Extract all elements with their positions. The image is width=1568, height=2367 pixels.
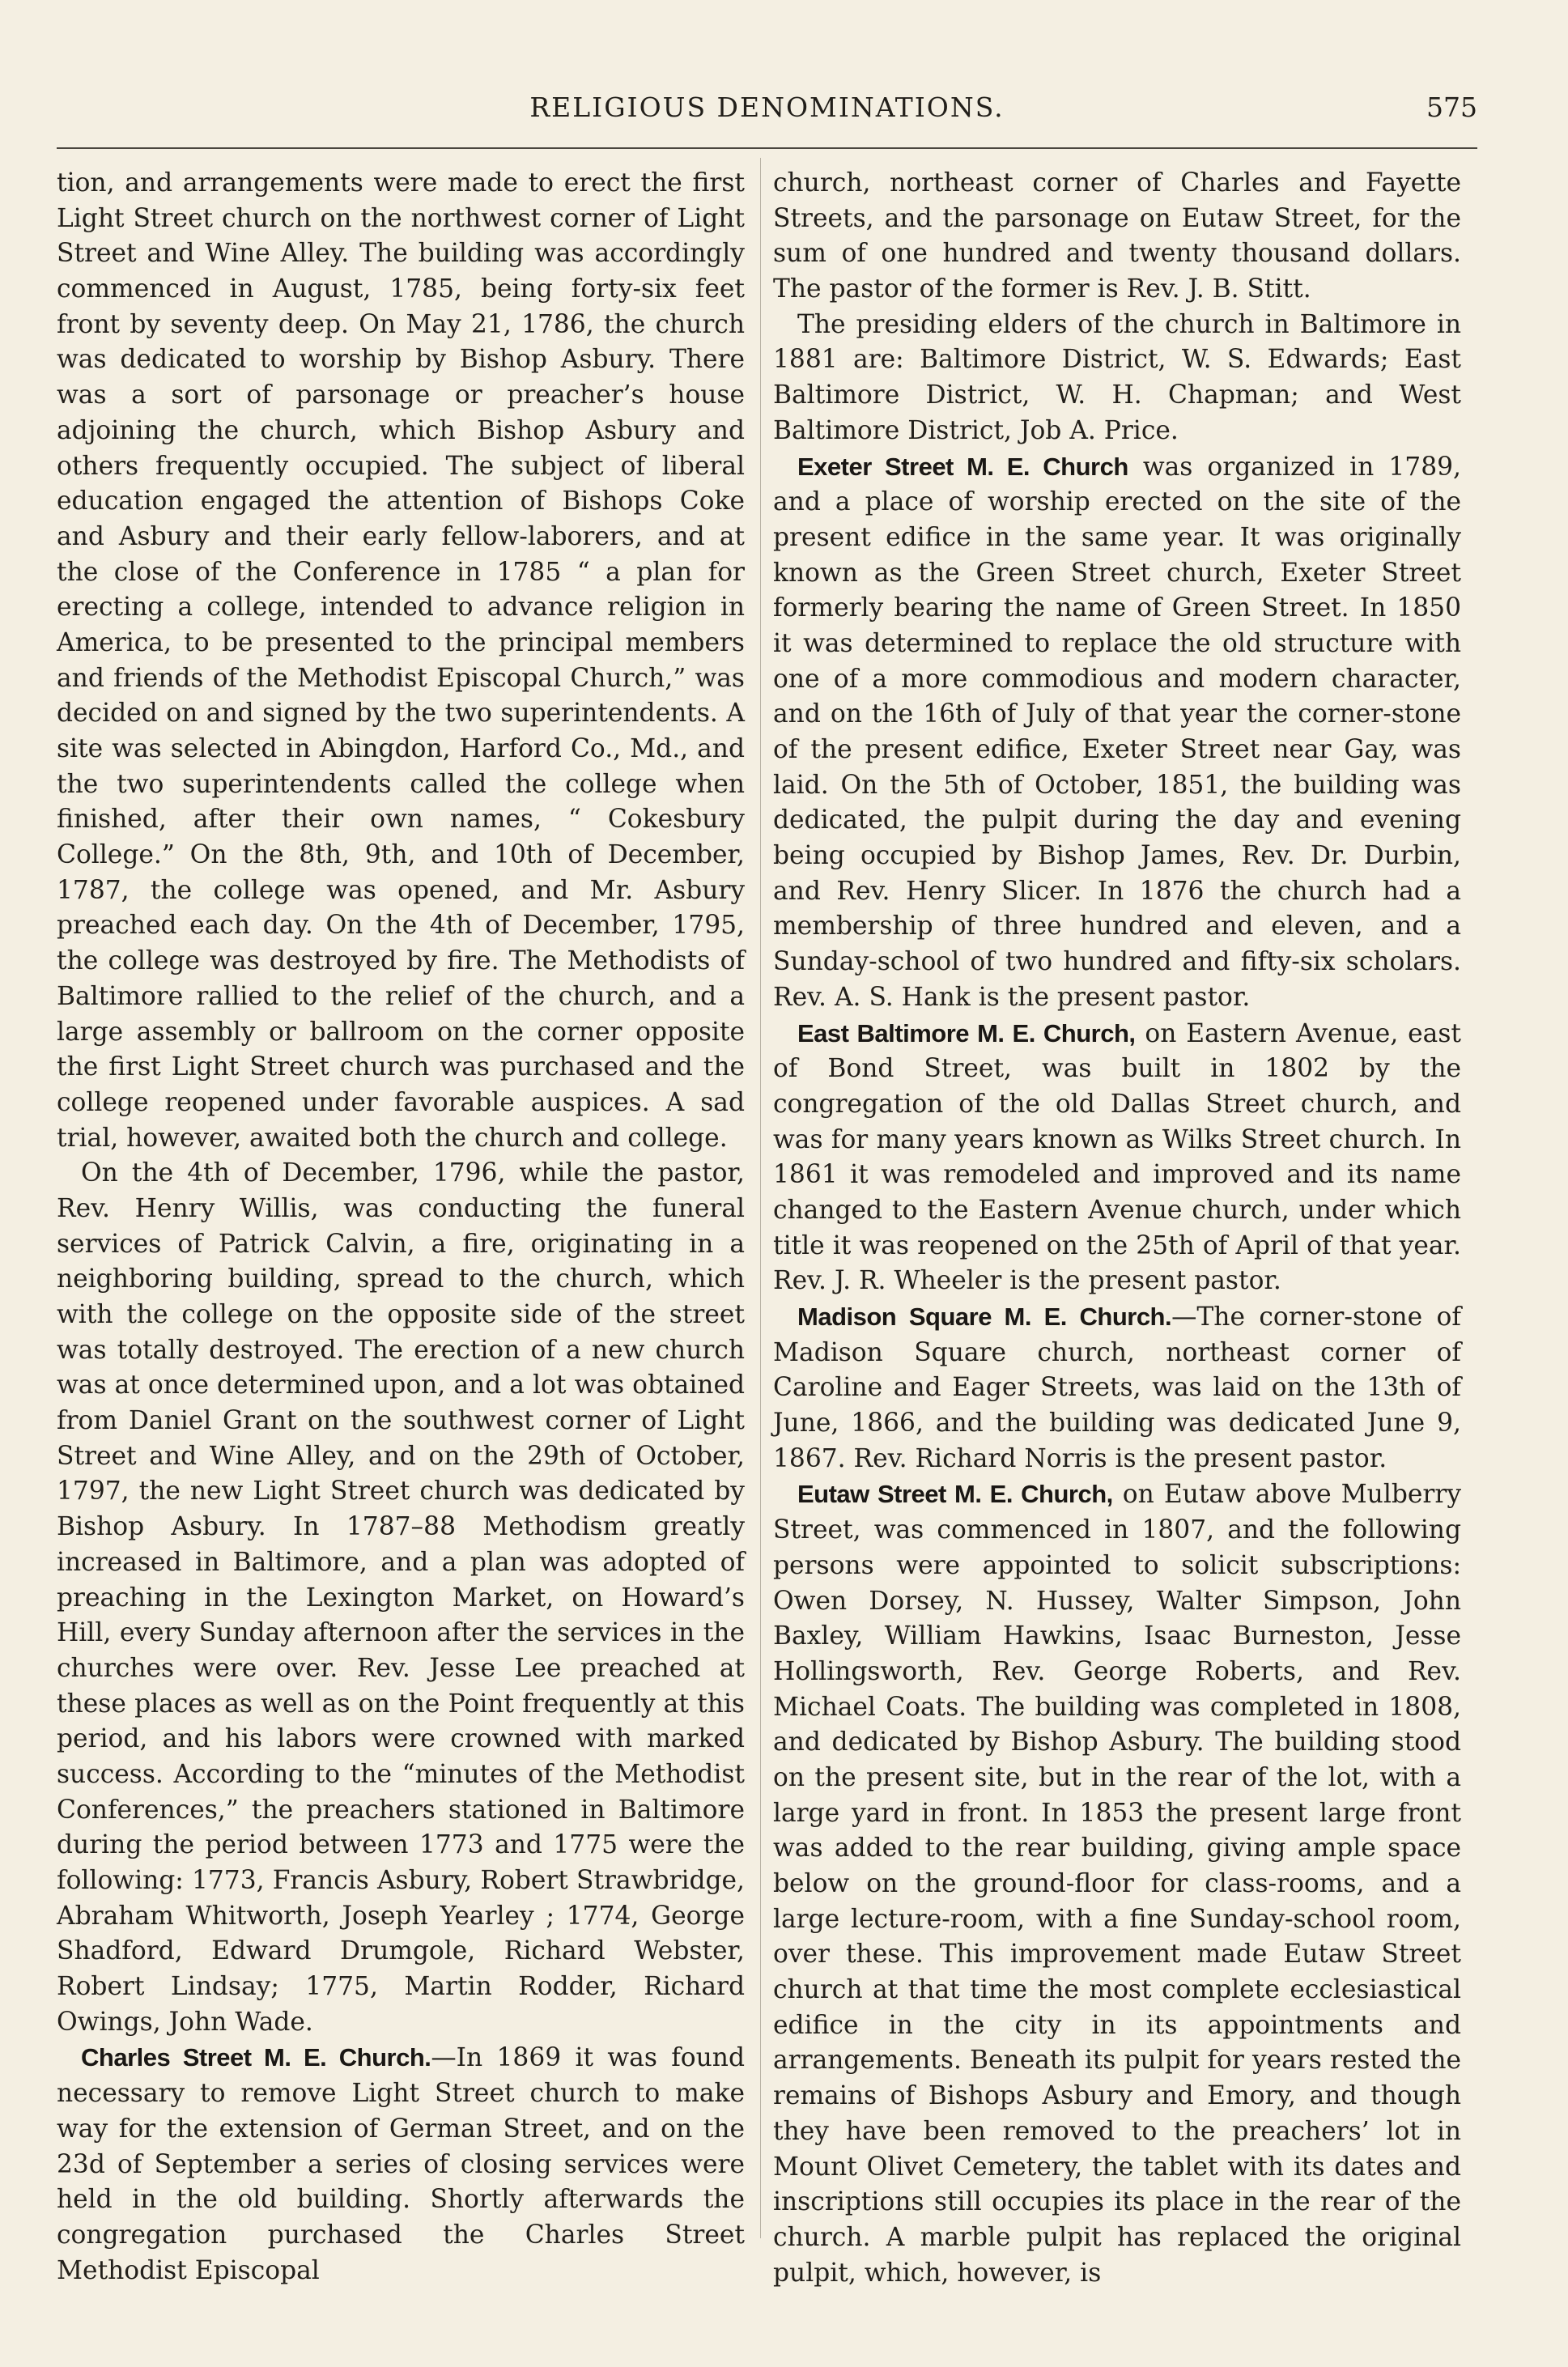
page-number: 575 bbox=[1426, 91, 1477, 123]
section-charles-street bbox=[57, 2040, 745, 2288]
section-heading: East Baltimore M. E. Church, bbox=[797, 1018, 1136, 1048]
running-head: RELIGIOUS DENOMINATIONS. bbox=[529, 91, 1005, 123]
left-column bbox=[57, 166, 745, 2288]
page-header bbox=[57, 85, 1477, 134]
right-column bbox=[773, 166, 1461, 2291]
section-heading: Eutaw Street M. E. Church, bbox=[797, 1480, 1113, 1509]
section-text: on Eutaw above Mulberry Street, was commenced in 1807, and the following persons were appointed to solicit subscriptions: Owen Dorsey, N. Hussey, Walter Simpson, John Baxley, William Hawkins, Isaac Burneston, Jesse Hollingsworth, Rev. George Roberts, and Rev. Michael Coats. The building was completed in 1808, and dedicated by Bishop Asbury. The building stood on the present site, but in the rear of the lot, with a large yard in front. In 1853 the present large front was added to the rear building, giving ample space below on the ground-floor for class-rooms, and a large lecture-room, with a fine Sunday-school room, over these. This improvement made Eutaw Street church at that time the most complete ecclesiastical edifice in the city in its appointments and arrangements. Beneath its pulpit for years rested the remains of Bishops Asbury and Emory, and though they have been removed to the preachers’ lot in Mount Olivet Cemetery, the tablet with its dates and inscriptions still occupies its place in the rear of the church. A marble pulpit has replaced the original pulpit, which, however, is bbox=[773, 1480, 1461, 2288]
section-heading: Charles Street M. E. Church. bbox=[81, 2043, 431, 2072]
section-text: —In 1869 it was found necessary to remove Light Street church to make way for the extension of German Street, and on the 23d of September a series of closing services were held in the old building. Shortly afterwards the congregation purchased the Charles Street Methodist Episcopal bbox=[57, 2043, 745, 2285]
column-divider bbox=[760, 158, 761, 2238]
section-exeter-street bbox=[773, 449, 1461, 1016]
paragraph: church, northeast corner of Charles and Fayette Streets, and the parsonage on Eutaw Street, for the sum of one hundred and twenty thousand dollars. The pastor of the former is Rev. J. B. Stitt. bbox=[773, 168, 1461, 304]
paragraph: tion, and arrangements were made to erect the first Light Street church on the northwest corner of Light Street and Wine Alley. The building was accordingly commenced in August, 1785, being forty-six feet front by seventy deep. On May 21, 1786, the church was dedicated to worship by Bishop Asbury. There was a sort of parsonage or preacher’s house adjoining the church, which Bishop Asbury and others frequently occupied. The subject of liberal education engaged the attention of Bishops Coke and Asbury and their early fellow-laborers, and at the close of the Conference in 1785 “ a plan for erecting a college, intended to advance religion in America, to be presented to the principal members and friends of the Methodist Episcopal Church,” was decided on and signed by the two superintendents. A site was selected in Abingdon, Harford Co., Md., and the two superintendents called the college when finished, after their own names, “ Cokesbury College.” On the 8th, 9th, and 10th of December, 1787, the college was opened, and Mr. Asbury preached each day. On the 4th of December, 1795, the college was destroyed by fire. The Methodists of Baltimore rallied to the relief of the church, and a large assembly or ballroom on the corner opposite the first Light Street church was purchased and the college reopened under favorable auspices. A sad trial, however, awaited both the church and college. bbox=[57, 168, 745, 1153]
header-rule bbox=[57, 147, 1477, 149]
section-text: was organized in 1789, and a place of worship erected on the site of the present edifice in the same year. It was originally known as the Green Street church, Exeter Street formerly bearing the name of Green Street. In 1850 it was determined to replace the old structure with one of a more commodious and modern character, and on the 16th of July of that year the corner-stone of the present edifice, Exeter Street near Gay, was laid. On the 5th of October, 1851, the building was dedicated, the pulpit during the day and evening being occupied by Bishop James, Rev. Dr. Durbin, and Rev. Henry Slicer. In 1876 the church had a membership of three hundred and eleven, and a Sunday-school of two hundred and fifty-six scholars. Rev. A. S. Hank is the present pastor. bbox=[773, 452, 1461, 1012]
paragraph: The presiding elders of the church in Baltimore in 1881 are: Baltimore District, W. S. Edwards; East Baltimore District, W. H. Chapman; and West Baltimore District, Job A. Price. bbox=[773, 309, 1461, 445]
section-text: —The corner-stone of Madison Square church, northeast corner of Caroline and Eager Streets, was laid on the 13th of June, 1866, and the building was dedicated June 9, 1867. Rev. Richard Norris is the present pastor. bbox=[773, 1302, 1461, 1473]
section-eutaw-street bbox=[773, 1477, 1461, 2291]
section-east-baltimore bbox=[773, 1016, 1461, 1300]
section-heading: Exeter Street M. E. Church bbox=[797, 452, 1128, 481]
section-heading: Madison Square M. E. Church. bbox=[797, 1302, 1172, 1331]
section-madison-square bbox=[773, 1299, 1461, 1477]
section-text: on Eastern Avenue, east of Bond Street, was built in 1802 by the congregation of the old Dallas Street church, and was for many years known as Wilks Street church. In 1861 it was remodeled and improved and its name changed to the Eastern Avenue church, under which title it was reopened on the 25th of April of that year. Rev. J. R. Wheeler is the present pastor. bbox=[773, 1018, 1461, 1296]
paragraph: On the 4th of December, 1796, while the pastor, Rev. Henry Willis, was conducting the funeral services of Patrick Calvin, a fire, originating in a neighboring building, spread to the church, which with the college on the opposite side of the street was totally destroyed. The erection of a new church was at once determined upon, and a lot was obtained from Daniel Grant on the southwest corner of Light Street and Wine Alley, and on the 29th of October, 1797, the new Light Street church was dedicated by Bishop Asbury. In 1787–88 Methodism greatly increased in Baltimore, and a plan was adopted of preaching in the Lexington Market, on Howard’s Hill, every Sunday afternoon after the services in the churches were over. Rev. Jesse Lee preached at these places as well as on the Point frequently at this period, and his labors were crowned with marked success. According to the “minutes of the Methodist Conferences,” the preachers stationed in Baltimore during the period between 1773 and 1775 were the following: 1773, Francis Asbury, Robert Strawbridge, Abraham Whitworth, Joseph Yearley ; 1774, George Shadford, Edward Drumgole, Richard Webster, Robert Lindsay; 1775, Martin Rodder, Richard Owings, John Wade. bbox=[57, 1158, 745, 2037]
